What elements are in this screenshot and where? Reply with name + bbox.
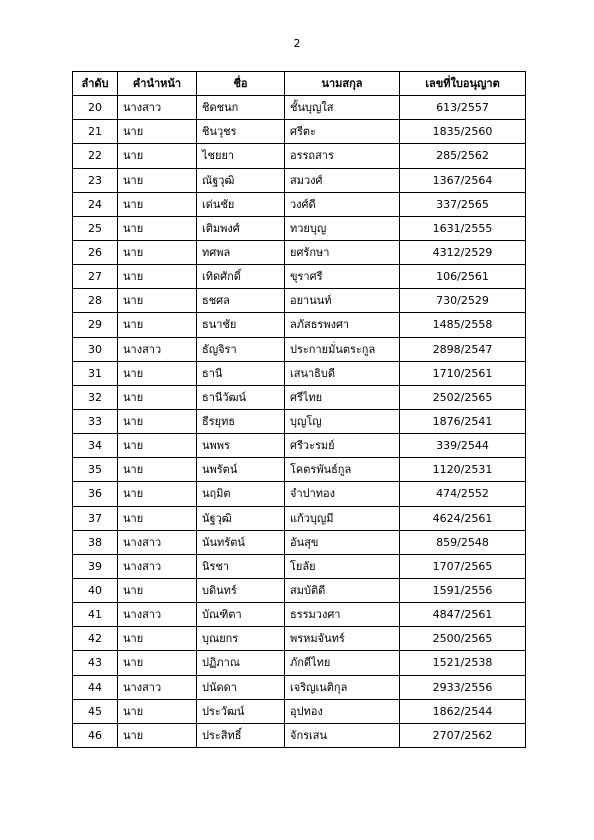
cell-first-name: ธชศล — [197, 289, 285, 313]
cell-last-name: ประกายมั่นตระกูล — [285, 337, 400, 361]
cell-no: 20 — [73, 96, 118, 120]
cell-license-number: 4312/2529 — [400, 240, 526, 264]
cell-first-name: นันทรัตน์ — [197, 530, 285, 554]
cell-first-name: ปฏิภาณ — [197, 651, 285, 675]
cell-first-name: ไชยยา — [197, 144, 285, 168]
cell-license-number: 1120/2531 — [400, 458, 526, 482]
cell-no: 41 — [73, 603, 118, 627]
cell-no: 40 — [73, 578, 118, 602]
cell-title: นาย — [118, 313, 197, 337]
cell-license-number: 1835/2560 — [400, 120, 526, 144]
cell-last-name: วงศ์ดี — [285, 192, 400, 216]
cell-title: นาย — [118, 385, 197, 409]
cell-last-name: พรหมจันทร์ — [285, 627, 400, 651]
cell-license-number: 2933/2556 — [400, 675, 526, 699]
table-row — [73, 699, 526, 723]
cell-license-number: 1591/2556 — [400, 578, 526, 602]
cell-no: 36 — [73, 482, 118, 506]
cell-title: นาย — [118, 240, 197, 264]
cell-no: 37 — [73, 506, 118, 530]
cell-no: 27 — [73, 265, 118, 289]
cell-no: 35 — [73, 458, 118, 482]
cell-no: 46 — [73, 723, 118, 747]
cell-first-name: นัฐวุฒิ — [197, 506, 285, 530]
cell-license-number: 1485/2558 — [400, 313, 526, 337]
table-row — [73, 240, 526, 264]
cell-first-name: บุณยกร — [197, 627, 285, 651]
cell-last-name: เจริญเนติกุล — [285, 675, 400, 699]
cell-first-name: เด่นชัย — [197, 192, 285, 216]
cell-title: นาย — [118, 651, 197, 675]
cell-last-name: ศรีวะรมย์ — [285, 434, 400, 458]
cell-title: นาย — [118, 144, 197, 168]
cell-title: นางสาว — [118, 675, 197, 699]
table-row — [73, 313, 526, 337]
cell-no: 32 — [73, 385, 118, 409]
cell-last-name: ธรรมวงศา — [285, 603, 400, 627]
cell-last-name: โคตรพันธ์กูล — [285, 458, 400, 482]
cell-first-name: นพพร — [197, 434, 285, 458]
header-last-name: นามสกุล — [285, 72, 400, 96]
cell-no: 33 — [73, 409, 118, 433]
cell-title: นาย — [118, 120, 197, 144]
table-row — [73, 603, 526, 627]
cell-title: นางสาว — [118, 337, 197, 361]
table-row — [73, 409, 526, 433]
cell-first-name: ชิดชนก — [197, 96, 285, 120]
cell-license-number: 1631/2555 — [400, 216, 526, 240]
cell-license-number: 4847/2561 — [400, 603, 526, 627]
cell-first-name: ธัญจิรา — [197, 337, 285, 361]
cell-title: นางสาว — [118, 554, 197, 578]
cell-last-name: แก้วบุญมี — [285, 506, 400, 530]
cell-first-name: เติมพงศ์ — [197, 216, 285, 240]
cell-last-name: ภักดีไทย — [285, 651, 400, 675]
table-row — [73, 216, 526, 240]
cell-last-name: จำปาทอง — [285, 482, 400, 506]
table-row — [73, 192, 526, 216]
table-row — [73, 482, 526, 506]
cell-license-number: 1710/2561 — [400, 361, 526, 385]
cell-last-name: อยานนท์ — [285, 289, 400, 313]
cell-first-name: ณัฐวุฒิ — [197, 168, 285, 192]
cell-license-number: 1862/2544 — [400, 699, 526, 723]
cell-license-number: 1707/2565 — [400, 554, 526, 578]
cell-title: นาย — [118, 168, 197, 192]
table-body — [73, 96, 526, 748]
cell-license-number: 4624/2561 — [400, 506, 526, 530]
cell-no: 28 — [73, 289, 118, 313]
cell-first-name: ปนัดดา — [197, 675, 285, 699]
cell-license-number: 2707/2562 — [400, 723, 526, 747]
cell-title: นาย — [118, 627, 197, 651]
cell-first-name: ธานี — [197, 361, 285, 385]
cell-no: 25 — [73, 216, 118, 240]
cell-no: 29 — [73, 313, 118, 337]
table-row — [73, 578, 526, 602]
cell-no: 26 — [73, 240, 118, 264]
cell-first-name: ธีรยุทธ — [197, 409, 285, 433]
cell-title: นาย — [118, 216, 197, 240]
cell-first-name: ชินวุชร — [197, 120, 285, 144]
table-row — [73, 506, 526, 530]
cell-no: 22 — [73, 144, 118, 168]
cell-license-number: 1876/2541 — [400, 409, 526, 433]
cell-license-number: 106/2561 — [400, 265, 526, 289]
table-row — [73, 554, 526, 578]
cell-title: นาย — [118, 289, 197, 313]
table-row — [73, 627, 526, 651]
cell-title: นางสาว — [118, 603, 197, 627]
cell-title: นาย — [118, 699, 197, 723]
cell-last-name: ยศรักษา — [285, 240, 400, 264]
cell-first-name: ประสิทธิ์ — [197, 723, 285, 747]
header-first-name: ชื่อ — [197, 72, 285, 96]
table-row — [73, 265, 526, 289]
table-row — [73, 530, 526, 554]
cell-no: 38 — [73, 530, 118, 554]
cell-last-name: อุปทอง — [285, 699, 400, 723]
cell-first-name: บัณฑิตา — [197, 603, 285, 627]
cell-last-name: สมบัติดี — [285, 578, 400, 602]
cell-license-number: 2500/2565 — [400, 627, 526, 651]
cell-first-name: ธนาชัย — [197, 313, 285, 337]
cell-title: นาย — [118, 578, 197, 602]
cell-last-name: ชั้นบุญใส — [285, 96, 400, 120]
table-row — [73, 651, 526, 675]
cell-last-name: ทวยบุญ — [285, 216, 400, 240]
table-row — [73, 120, 526, 144]
cell-title: นาย — [118, 506, 197, 530]
cell-license-number: 2502/2565 — [400, 385, 526, 409]
cell-license-number: 2898/2547 — [400, 337, 526, 361]
cell-license-number: 1521/2538 — [400, 651, 526, 675]
cell-title: นาย — [118, 192, 197, 216]
cell-license-number: 339/2544 — [400, 434, 526, 458]
cell-title: นาย — [118, 265, 197, 289]
table-row — [73, 675, 526, 699]
cell-no: 30 — [73, 337, 118, 361]
cell-title: นาย — [118, 723, 197, 747]
license-table — [72, 71, 526, 748]
cell-first-name: นฤมิต — [197, 482, 285, 506]
table-row — [73, 723, 526, 747]
cell-title: นาย — [118, 458, 197, 482]
page-number: 2 — [293, 37, 301, 50]
cell-no: 24 — [73, 192, 118, 216]
cell-first-name: ธานีวัฒน์ — [197, 385, 285, 409]
cell-first-name: ทศพล — [197, 240, 285, 264]
cell-no: 34 — [73, 434, 118, 458]
cell-last-name: จักรเสน — [285, 723, 400, 747]
cell-title: นาย — [118, 409, 197, 433]
cell-no: 31 — [73, 361, 118, 385]
cell-title: นาย — [118, 361, 197, 385]
cell-last-name: ศรีตะ — [285, 120, 400, 144]
cell-no: 21 — [73, 120, 118, 144]
cell-no: 44 — [73, 675, 118, 699]
header-license-number: เลขที่ใบอนุญาต — [400, 72, 526, 96]
table-row — [73, 361, 526, 385]
cell-first-name: นิรชา — [197, 554, 285, 578]
header-title: คำนำหน้า — [118, 72, 197, 96]
table-row — [73, 289, 526, 313]
cell-last-name: สมวงศ์ — [285, 168, 400, 192]
table-row — [73, 96, 526, 120]
cell-no: 45 — [73, 699, 118, 723]
cell-license-number: 337/2565 — [400, 192, 526, 216]
cell-last-name: เสนาธิบดี — [285, 361, 400, 385]
cell-title: นางสาว — [118, 530, 197, 554]
table-row — [73, 337, 526, 361]
cell-first-name: บดินทร์ — [197, 578, 285, 602]
cell-last-name: อรรถสาร — [285, 144, 400, 168]
cell-license-number: 474/2552 — [400, 482, 526, 506]
cell-license-number: 859/2548 — [400, 530, 526, 554]
header-no: ลำดับ — [73, 72, 118, 96]
cell-no: 39 — [73, 554, 118, 578]
cell-no: 23 — [73, 168, 118, 192]
cell-license-number: 730/2529 — [400, 289, 526, 313]
cell-first-name: เทิดศักดิ์ — [197, 265, 285, 289]
cell-license-number: 285/2562 — [400, 144, 526, 168]
cell-title: นาย — [118, 482, 197, 506]
table-row — [73, 144, 526, 168]
table-header-row — [73, 72, 526, 96]
table-row — [73, 434, 526, 458]
cell-last-name: บุญโญ — [285, 409, 400, 433]
cell-title: นาย — [118, 434, 197, 458]
table-row — [73, 385, 526, 409]
cell-no: 42 — [73, 627, 118, 651]
cell-last-name: ศรีไทย — [285, 385, 400, 409]
cell-license-number: 613/2557 — [400, 96, 526, 120]
cell-last-name: ขุราศรี — [285, 265, 400, 289]
cell-last-name: โยลัย — [285, 554, 400, 578]
table-row — [73, 458, 526, 482]
cell-title: นางสาว — [118, 96, 197, 120]
cell-license-number: 1367/2564 — [400, 168, 526, 192]
table-row — [73, 168, 526, 192]
cell-first-name: ประวัฒน์ — [197, 699, 285, 723]
cell-last-name: ลภัสธรพงศา — [285, 313, 400, 337]
cell-no: 43 — [73, 651, 118, 675]
cell-first-name: นพรัตน์ — [197, 458, 285, 482]
cell-last-name: อันสุข — [285, 530, 400, 554]
